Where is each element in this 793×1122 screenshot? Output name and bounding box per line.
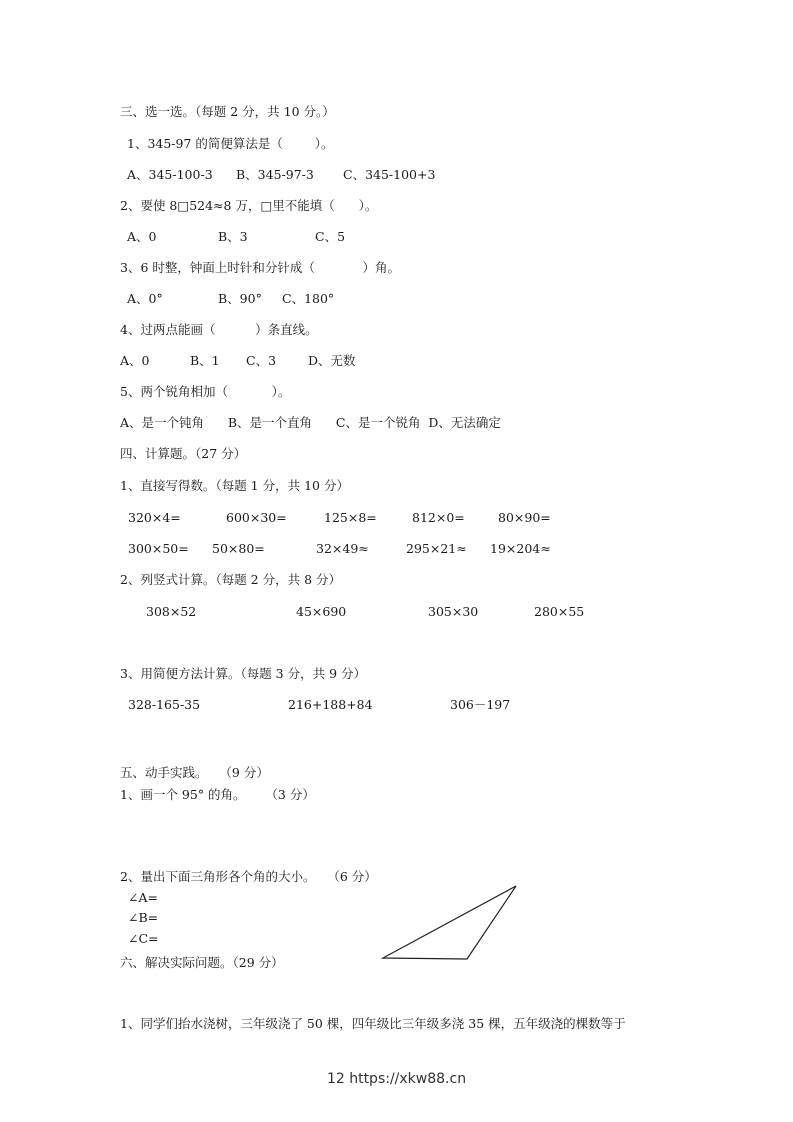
calc-item: 19×204≈	[490, 541, 551, 556]
q3-3-option-b: B、90°	[218, 291, 262, 306]
calc-item: 50×80=	[212, 541, 265, 556]
q6-1: 1、同学们抬水浇树，三年级浇了 50 棵，四年级比三年级多浇 35 棵，五年级浇的棵数等于	[120, 1016, 626, 1031]
q3-4-option-c: C、3	[246, 353, 277, 368]
vertical-calc-item: 308×52	[146, 604, 197, 619]
triangle-shape	[383, 886, 516, 959]
q3-1-option-b: B、345-97-3	[236, 167, 314, 182]
section-5-title: 五、动手实践。 （9 分）	[120, 765, 269, 780]
q3-3-option-a: A、0°	[127, 291, 163, 306]
section-3-title: 三、选一选。（每题 2 分，共 10 分。）	[120, 104, 335, 119]
triangle-figure	[380, 884, 522, 964]
section-4-title: 四、计算题。（27 分）	[120, 446, 247, 461]
calc-item: 600×30=	[226, 510, 287, 525]
calc-item: 295×21≈	[406, 541, 467, 556]
q3-2-stem: 2、要使 8□524≈8 万，□里不能填（ ）。	[120, 198, 378, 213]
calc-item: 300×50=	[128, 541, 189, 556]
calc-part-2-title: 2、列竖式计算。（每题 2 分，共 8 分）	[120, 572, 342, 587]
simplify-item: 216+188+84	[288, 697, 373, 712]
q3-1-option-a: A、345-100-3	[127, 167, 213, 182]
q5-2: 2、量出下面三角形各个角的大小。 （6 分）	[120, 869, 377, 884]
q3-4-option-d: D、无数	[308, 353, 356, 368]
q3-5-options: A、是一个钝角 B、是一个直角 C、是一个锐角 D、无法确定	[120, 415, 501, 430]
calc-item: 32×49≈	[316, 541, 369, 556]
page-footer: 12 https://xkw88.cn	[326, 1071, 467, 1087]
simplify-item: 328-165-35	[128, 697, 201, 712]
q3-3-stem: 3、6 时整，钟面上时针和分针成（ ）角。	[120, 260, 401, 275]
q5-1: 1、画一个 95° 的角。 （3 分）	[120, 787, 315, 802]
section-6-title: 六、解决实际问题。（29 分）	[120, 955, 284, 970]
q3-2-option-b: B、3	[218, 229, 248, 244]
calc-item: 125×8=	[324, 510, 377, 525]
vertical-calc-item: 45×690	[296, 604, 347, 619]
q3-1-option-c: C、345-100+3	[343, 167, 436, 182]
angle-a-label: ∠A=	[128, 890, 158, 905]
vertical-calc-item: 305×30	[428, 604, 479, 619]
calc-part-3-title: 3、用简便方法计算。（每题 3 分，共 9 分）	[120, 666, 367, 681]
vertical-calc-item: 280×55	[534, 604, 585, 619]
q3-2-option-a: A、0	[127, 229, 157, 244]
calc-item: 320×4=	[128, 510, 181, 525]
calc-item: 80×90=	[498, 510, 551, 525]
simplify-item: 306－197	[450, 697, 511, 712]
q3-4-option-b: B、1	[190, 353, 220, 368]
q3-1-stem: 1、345-97 的简便算法是（ ）。	[127, 136, 334, 151]
q3-2-option-c: C、5	[315, 229, 346, 244]
angle-c-label: ∠C=	[128, 931, 159, 946]
q3-3-option-c: C、180°	[282, 291, 335, 306]
q3-4-stem: 4、过两点能画（ ）条直线。	[120, 322, 318, 337]
angle-b-label: ∠B=	[128, 910, 159, 925]
q3-5-stem: 5、两个锐角相加（ ）。	[120, 384, 291, 399]
calc-part-1-title: 1、直接写得数。（每题 1 分，共 10 分）	[120, 478, 349, 493]
calc-item: 812×0=	[412, 510, 465, 525]
q3-4-option-a: A、0	[120, 353, 150, 368]
